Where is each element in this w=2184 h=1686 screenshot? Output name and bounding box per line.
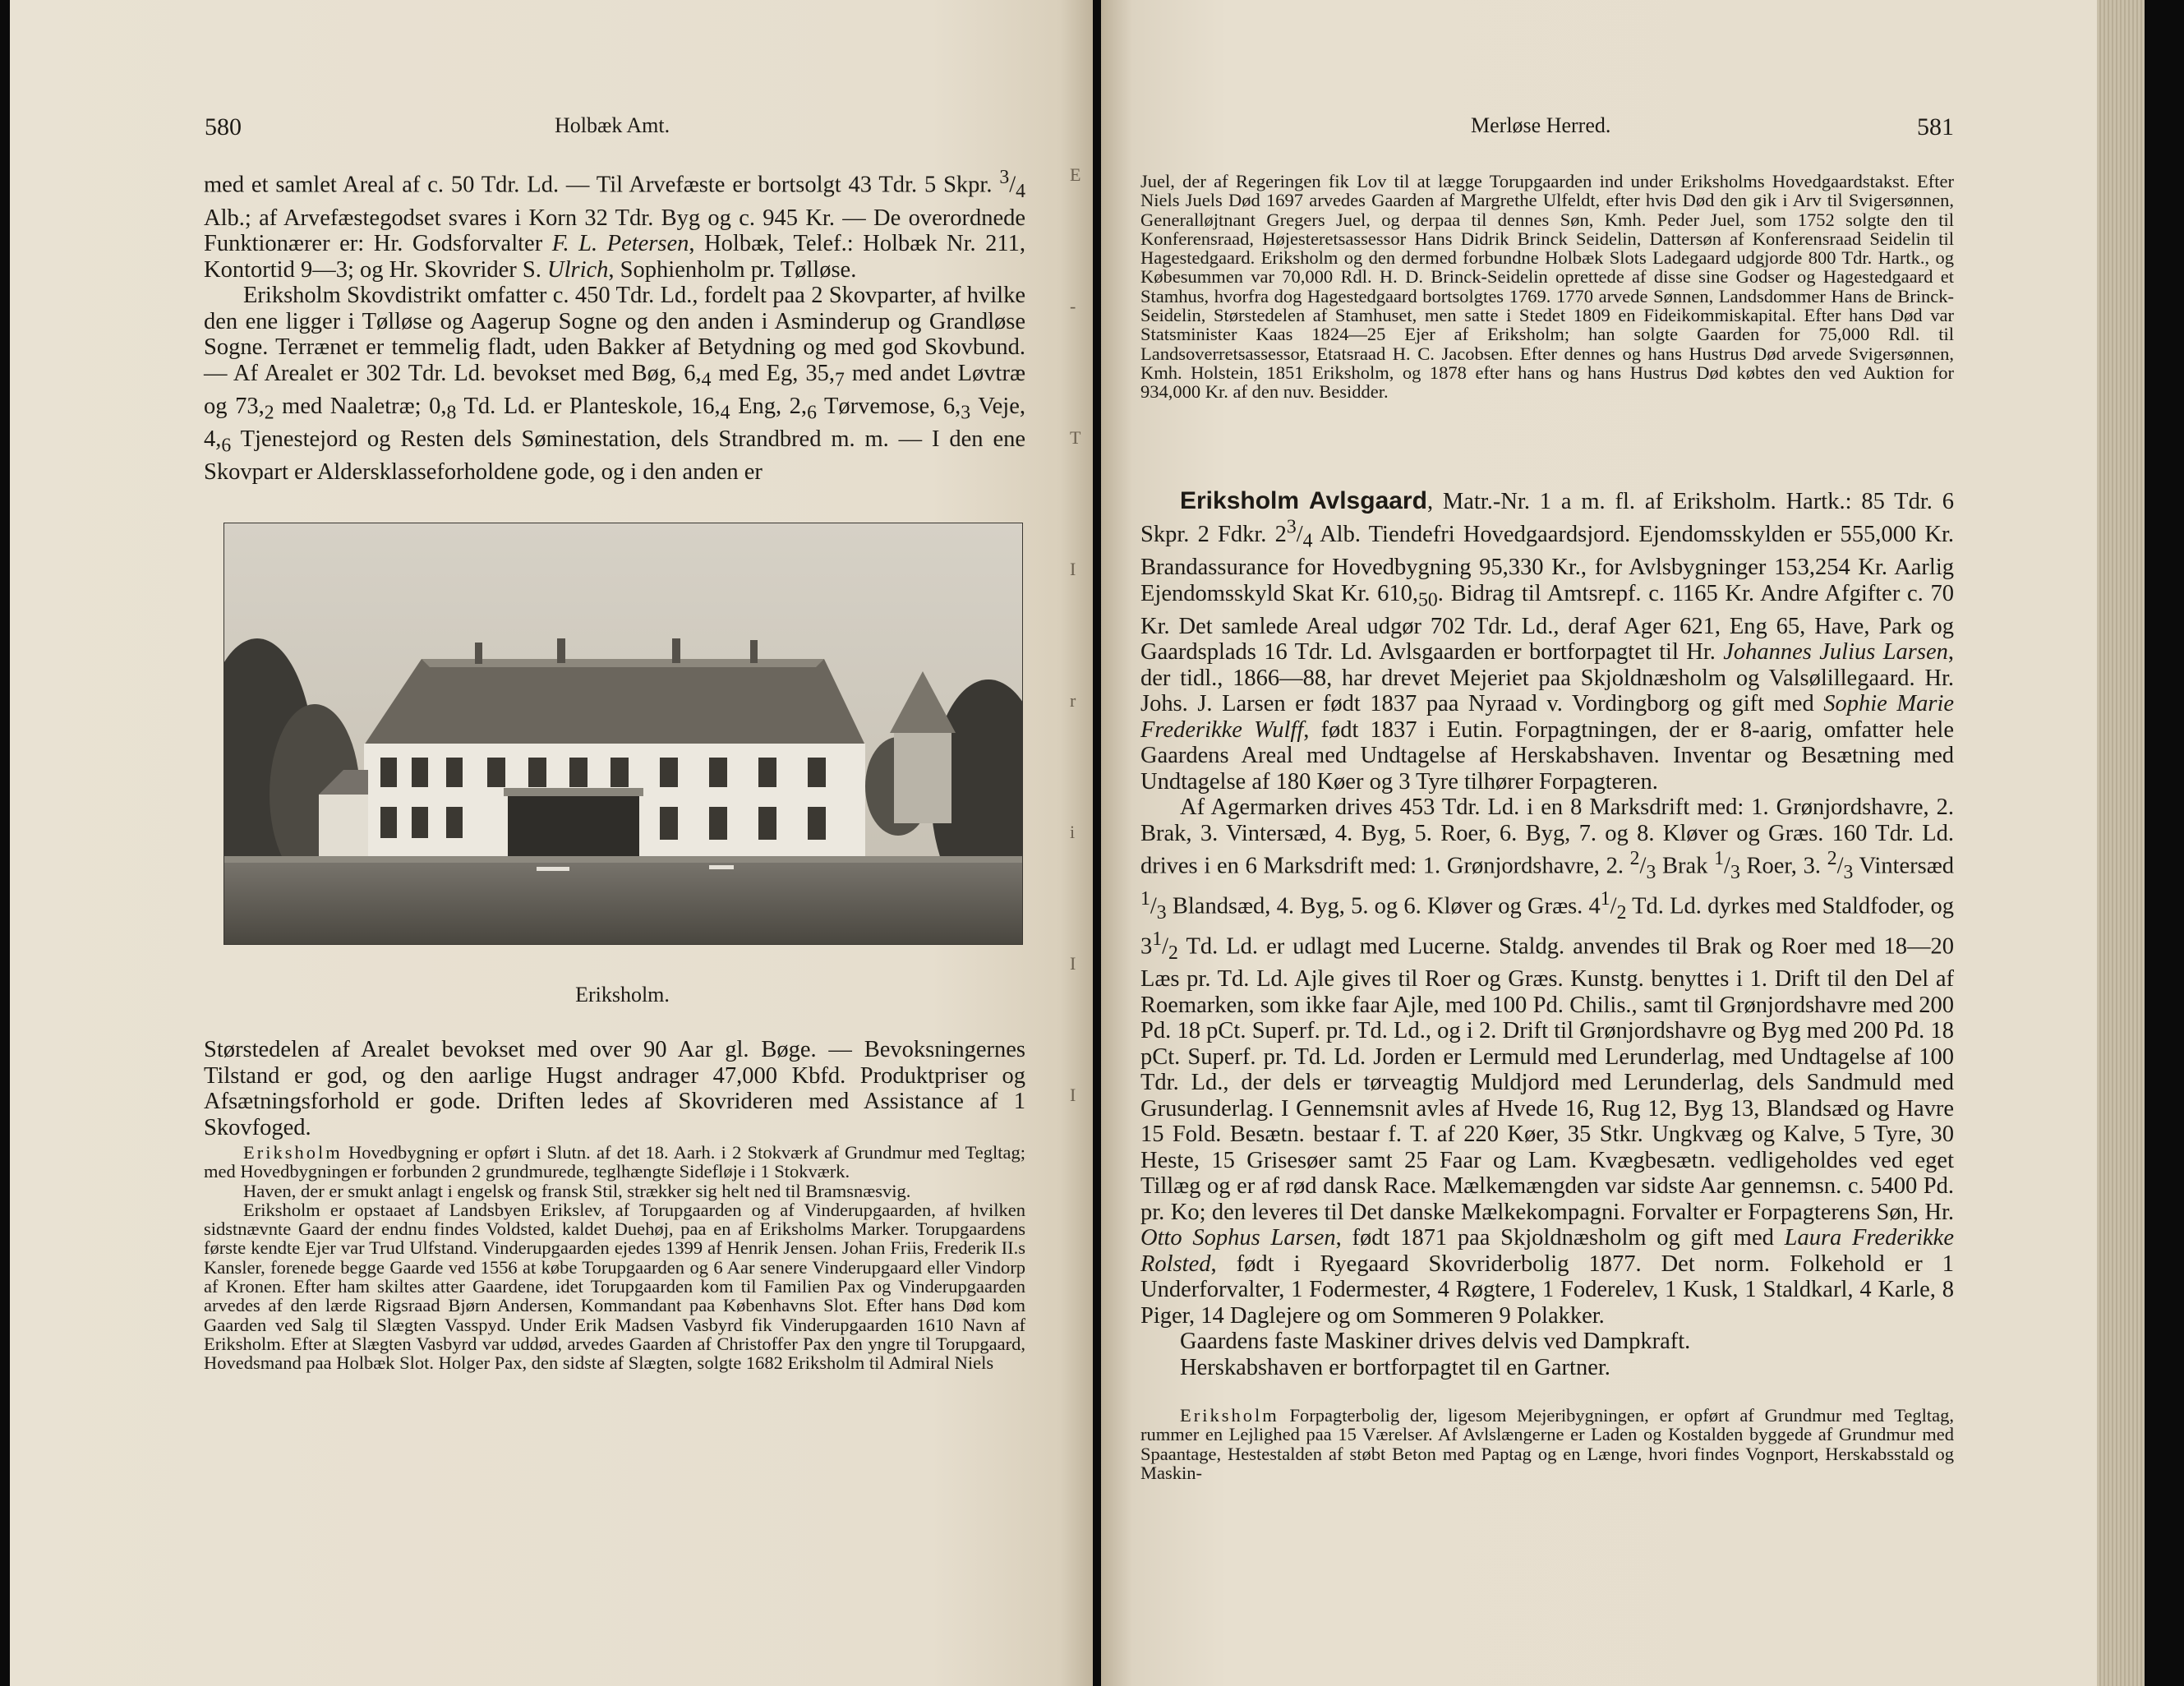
- forest-paragraph: Eriksholm Skovdistrikt omfatter c. 450 Tdr. Ld., fordelt paa 2 Skovparter, af hvilke den ene ligger i Tølløse og Aagerup Sogne og den anden i Asminderup og Grandløse Sogne. Terrænet er temmelig fladt, uden Bakker af Betydning og med god Skovbund. — Af Arealet er 302 Tdr. Ld. bevokset med Bøg, $6,_4$ med Eg, $35,_7$ med andet Løvtræ og $73,_2$ med Naaletræ; $0,_8$ Td. Ld. er Planteskole, $16,_4$ Eng, $2,_6$ Tørvemose, $6,_3$ Veje, $4,_6$ Tjenestejord og Resten dels Søminestation, dels Strandbred m. m. — I den ene Skovpart er Aldersklasseforholdene gode, og i den anden er: [204, 283, 1025, 486]
- gutter-mark: i: [1070, 822, 1076, 842]
- small-lead-eriksholm-right: Eriksholm: [1180, 1405, 1279, 1426]
- gutter-mark: I: [1070, 953, 1076, 974]
- page-number-left: 580: [205, 113, 242, 140]
- right-page: [1101, 0, 2145, 1686]
- gutter-mark: r: [1070, 690, 1076, 711]
- gutter-mark: I: [1070, 1085, 1076, 1105]
- left-top-text: [204, 165, 1025, 486]
- garden-paragraph: Herskabshaven er bortforpagtet til en Gartner.: [1180, 1354, 1610, 1380]
- small-paragraph-3: Eriksholm er opstaaet af Landsbyen Erikslev, af Torupgaarden og af Vinderupgaarden, af hvilken sidstnævnte Gaard der endnu findes Voldsted, kaldet Duehøj, paa en af Eriksholms Marker. Torupgaardens første kendte Ejer var Trud Ulfstand. Vinderupgaarden ejedes 1399 af Henrik Jensen. Johan Friis, Frederik II.s Kansler, forenede begge Gaarde ved 1556 at købe Torupgaarden og 6 Aar senere Vinderupgaard eller Vindorp af Kronen. Efter ham skiltes atter Gaardene, idet Torupgaarden kom til Familien Pax og Vinderupgaarden arvedes af den lærde Rigsraad Bjørn Andersen, Kommandant paa Københavns Slot. Efter hans Død kom Gaarden ved Salg til Slægten Vasspyd. Under Erik Madsen Vasbyrd fik Vinderupgaarden 1610 Navn af Eriksholm. Efter at Slægten Vasbyrd var uddød, arvedes Gaarden af Christoffer Pax den yngre til Torupgaard, Hovedsmand paa Holbæk Slot. Holger Pax, den sidste af Slægten, solgte 1682 Eriksholm til Admiral Niels: [204, 1199, 1025, 1374]
- small-lead-eriksholm: Eriksholm: [243, 1142, 343, 1163]
- gutter-mark: I: [1070, 559, 1076, 579]
- gutter-mark: E: [1070, 164, 1081, 185]
- gutter-marks: [1070, 164, 1086, 1216]
- right-main-text: [1140, 488, 1954, 1380]
- eriksholm-photo: [223, 523, 1023, 945]
- left-page: [10, 0, 1093, 1686]
- right-bottom-small-text: [1140, 1406, 1954, 1482]
- page-edges: [2097, 0, 2145, 1686]
- after-photo-paragraph: Størstedelen af Arealet bevokset med over 90 Aar gl. Bøge. — Bevoksningernes Tilstand er god, og den aarlige Hugst andrager 47,000 Kbfd. Produktpriser og Afsætningsforhold er gode. Driften ledes af Skovrideren med Assistance af 1 Skovfoged.: [204, 1037, 1025, 1140]
- page-number-right: 581: [1917, 113, 1954, 140]
- bottom-small-paragraph: Forpagterbolig der, ligesom Mejeribygningen, er opført af Grundmur med Tegltag, rummer en Lejlighed paa 15 Værelser. Af Avlslængerne er Laden og Kostalden byggede af Grundmur med Spaantage, Hestestalden af støbt Beton med Paptag og en Længe, hvori findes Vognport, Herskabsstald og Maskin-: [1140, 1405, 1954, 1483]
- left-after-photo-text: [204, 1037, 1025, 1140]
- section-heading: Eriksholm Avlsgaard: [1180, 487, 1427, 514]
- running-head-right: Merløse Herred.: [1471, 113, 1611, 137]
- heading-paragraph: , Matr.-Nr. 1 a m. fl. af Eriksholm. Hartk.: 85 Tdr. 6 Skpr. 2 Fdkr. $2^3/_4$ Alb. Tiendefri Hovedgaardsjord. Ejendomsskylden er 555,000 Kr. Brandassurance for Hovedbygning 95,330 Kr., for Avlsbygninger 153,254 Kr. Aarlig Ejendomsskyld Skat Kr. $610,_{50}$. Bidrag til Amtsrepf. c. 1165 Kr. Andre Afgifter c. 70 Kr. Det samlede Areal udgør 702 Tdr. Ld., deraf Ager 621, Eng 65, Have, Park og Gaardsplads 16 Tdr. Ld. Avlsgaarden er bortforpagtet til Hr. Johannes Julius Larsen, der tidl., 1866—88, har drevet Mejeriet paa Skjoldnæsholm og Valsølillegaard. Hr. Johs. J. Larsen er født 1837 paa Nyraad v. Vordingborg og gift med Sophie Marie Frederikke Wulff, født 1837 i Eutin. Forpagtningen, der er 8-aarig, omfatter hele Gaardens Areal med Undtagelse af Herskabshaven. Inventar og Besætning med Undtagelse af 180 Køer og 3 Tyre tilhører Forpagteren.: [1140, 489, 1955, 795]
- running-head-left: Holbæk Amt.: [555, 113, 670, 137]
- machines-paragraph: Gaardens faste Maskiner drives delvis ved Dampkraft.: [1180, 1329, 1691, 1355]
- agriculture-paragraph: Af Agermarken drives 453 Tdr. Ld. i en 8 Marksdrift med: 1. Grønjordshavre, 2. Brak, 3. Vintersæd, 4. Byg, 5. Roer, 6. Byg, 7. og 8. Kløver og Græs. 160 Tdr. Ld. drives i en 6 Marksdrift med: 1. Grønjordshavre, 2. $^2/_3$ Brak $^1/_3$ Roer, 3. $^2/_3$ Vintersæd $^1/_3$ Blandsæd, 4. Byg, 5. og 6. Kløver og Græs. $4^1/_2$ Td. Ld. dyrkes med Staldfoder, og $3^1/_2$ Td. Ld. er udlagt med Lucerne. Staldg. anvendes til Brak og Roer med 18—20 Læs pr. Td. Ld. Ajle gives til Roer og Græs. Kunstg. benyttes i 1. Drift til den Del af Roemarken, som ikke faar Ajle, med 100 Pd. Chilis., samt til Grønjordshavre med 200 Pd. 18 pCt. Superf. pr. Td. Ld., og i 2. Drift til Grønjordshavre og Byg med 200 Pd. 18 pCt. Superf. pr. Td. Ld. Jorden er Lermuld med Lerunderlag, med Undtagelse af 100 Tdr. Ld., der dels er tørveagtig Muldjord med Lerunderlag, dels Sandmuld med Grusunderlag. I Gennemsnit avles af Hvede 16, Rug 12, Byg 13, Blandsæd og Havre 15 Fold. Besætn. bestaar f. T. af 220 Køer, 35 Stkr. Ungkvæg og Kalve, 5 Tyre, 30 Heste, 15 Grisesøer samt 25 Faar og Lam. Kvægbesætn. vedligeholdes ved eget Tillæg og er af rød dansk Race. Mælkemængden var sidste Aar gennemsn. c. 5400 Pd. pr. Ko; den leveres til Det danske Mælkekompagni. Forvalter er Forpagterens Søn, Hr. Otto Sophus Larsen, født 1871 paa Skjoldnæsholm og gift med Laura Frederikke Rolsted, født i Ryegaard Skovriderbolig 1877. Det norm. Folkehold er 1 Underforvalter, 1 Fodermester, 4 Røgtere, 1 Foderelev, 1 Kusk, 1 Staldkarl, 4 Karle, 8 Piger, 14 Daglejere og om Sommeren 9 Polakker.: [1140, 795, 1954, 1329]
- small-paragraph-1: Hovedbygning er opført i Slutn. af det 18. Aarh. i 2 Stokværk af Grundmur med Tegltag; med Hovedbygningen er forbunden 2 grundmurede, teglhængte Sidefløje i 1 Stokværk.: [204, 1142, 1025, 1182]
- small-paragraph-2: Haven, der er smukt anlagt i engelsk og fransk Stil, strækker sig helt ned til Bramsnæsvig.: [243, 1180, 911, 1201]
- right-top-small-text: [1140, 172, 1954, 402]
- left-small-text: [204, 1143, 1025, 1373]
- history-paragraph: Juel, der af Regeringen fik Lov til at lægge Torupgaarden ind under Eriksholms Hovedgaardstakst. Efter Niels Juels Død 1697 arvedes Gaarden af Margrethe Ulfeldt, efter hvis Død den gik i Arv til Svigersønnen, Generalløjtnant Gregers Juel, og derpaa til dennes Søn, Kmh. Peder Juel, som 1752 solgte den til Konferensraad, Højesteretsassessor Hans Didrik Brinck Seidelin, Dattersøn af Konferensraad Seidelin til Hagestedgaard. Eriksholm og den dermed forbundne Holbæk Slots Ladegaard udgjorde 800 Tdr. Hartk., og Købesummen var 70,000 Rdl. H. D. Brinck-Seidelin oprettede af disse sine Godser og Hagestedgaard et Stamhus, hvorfra dog Hagestedgaard bortsolgtes 1769. 1770 arvede Sønnen, Landsdommer Hans de Brinck-Seidelin, Størstedelen af Stamhuset, men satte i Stedet 1809 en Fideikommiskapital. Efter hans Død var Statsminister Kaas 1824—25 Ejer af Eriksholm; han solgte Gaarden for 75,000 Rdl. til Landsoverretsassessor, Etatsraad H. C. Jacobsen. Efter dennes og hans Hustrus Død arvede Svigersønnen, Kmh. Holstein, 1851 Eriksholm, og 1878 efter hans og hans Hustrus Død købtes den ved Auktion for 934,000 Kr. af den nuv. Besidder.: [1140, 171, 1954, 403]
- gutter-mark: T: [1070, 427, 1081, 448]
- gutter-mark: -: [1070, 296, 1076, 316]
- photo-caption: Eriksholm.: [575, 983, 670, 1007]
- intro-paragraph: med et samlet Areal af c. 50 Tdr. Ld. — Til Arvefæste er bortsolgt 43 Tdr. 5 Skpr. $^3/_4$ Alb.; af Arvefæstegodset svares i Korn 32 Tdr. Byg og c. 945 Kr. — De overordnede Funktionærer er: Hr. Godsforvalter F. L. Petersen, Holbæk, Telef.: Holbæk Nr. 211, Kontortid 9—3; og Hr. Skovrider S. Ulrich, Sophienholm pr. Tølløse.: [204, 167, 1025, 283]
